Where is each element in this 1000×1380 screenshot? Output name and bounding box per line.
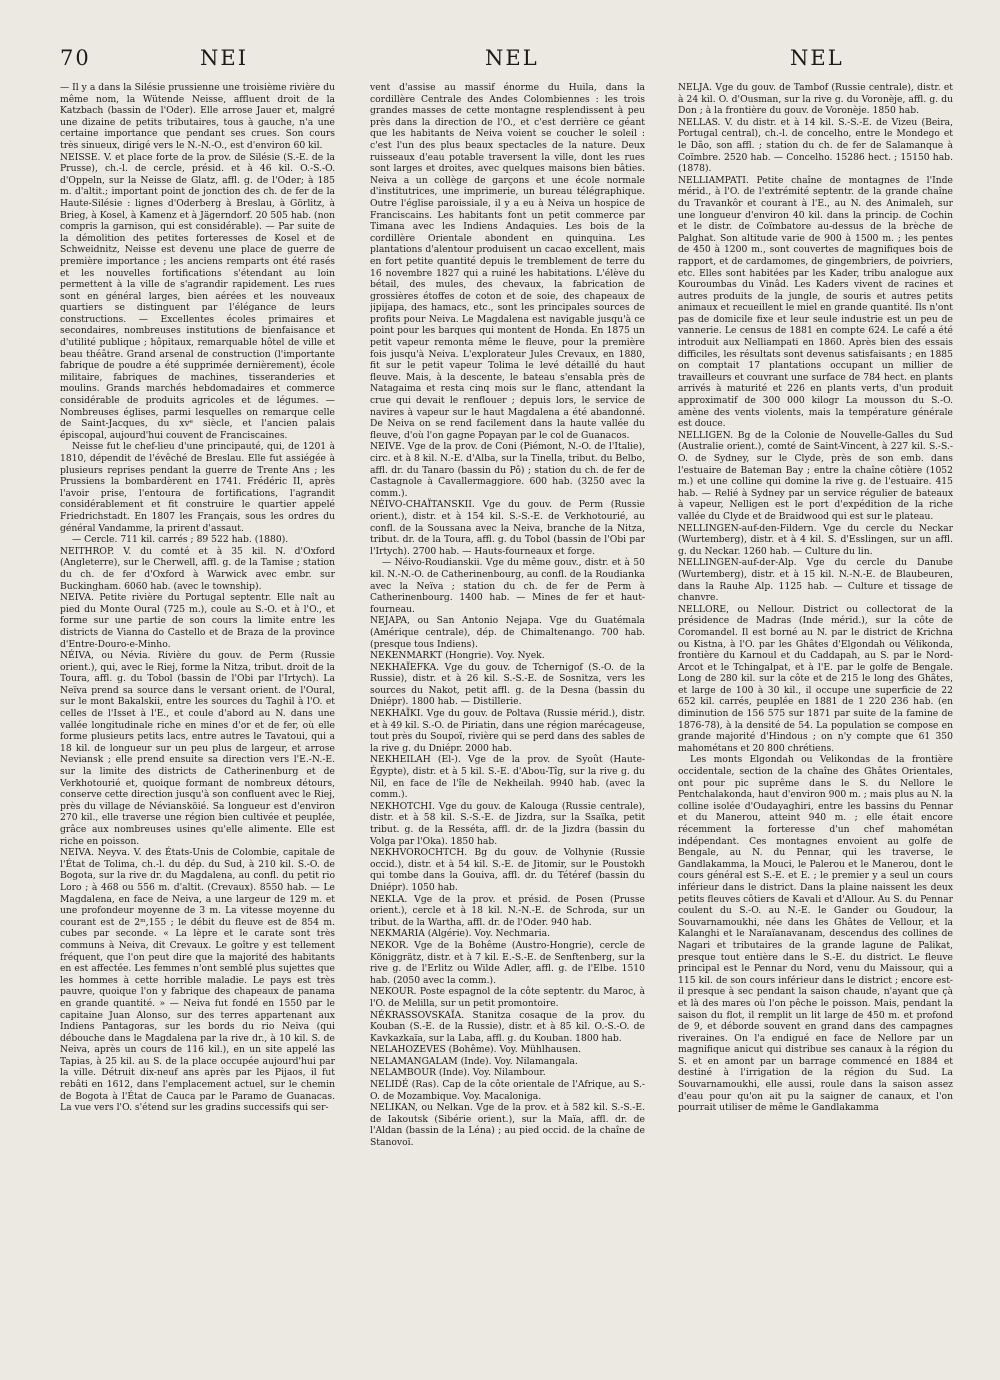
entry-nekenmarkt: NEKENMARKT (Hongrie). Voy. Nyek.: [370, 650, 545, 662]
entry-neiva-portugal: NEIVA. Petite rivière du Portugal septentr. Elle naît au pied du Monte Oural (725 m.), coule au S.-O. et à l'O., et forme sur une partie de son cours la limite entre les districts de Vianna do Castello et de Braza de la province d'Entre-Douro-e-Minho.: [60, 592, 335, 650]
text-column-left: [60, 82, 335, 1342]
entry-nekhaiki: NEKHAÏKI. Vge du gouv. de Poltava (Russie mérid.), distr. et à 49 kil. S.-O. de Piriatin, dans une région marécageuse, tout près du Soupoï, rivière qui se perd dans des sables de la rive g. du Dniépr. 2000 hab.: [370, 708, 645, 754]
entry-neisse: NEISSE. V. et place forte de la prov. de Silésie (S.-E. de la Prusse), ch.-l. de cercle, présid. et à 46 kil. O.-S.-O. d'Oppeln, sur la Neisse de Glatz, affl. g. de l'Oder; à 185 m. d'altit.; important point de jonction des ch. de fer de la Haute-Silésie : lignes d'Oderberg à Breslau, à Görlitz, à Brieg, à Kosel, à Kamenz et à Jägerndorf. 20 505 hab. (non compris la garnison, qui est considérable). — Par suite de la démolition des petites forteresses de Kosel et de Schweidnitz, Neisse est devenu une place de guerre de première importance ; les anciens remparts ont été rasés et les nouvelles fortifications s'étendant au loin permettent à la ville de s'agrandir rapidement. Les rues sont en général larges, bien aérées et les nouveaux quartiers se distinguent par l'élégance de leurs constructions. — Excellentes écoles primaires et secondaires, nombreuses institutions de bienfaisance et d'utilité publique ; hôpitaux, remarquable hôtel de ville et beau théâtre. Grand arsenal de construction (l'importante fabrique de poudre a été supprimée dernièrement), école militaire, fabriques de machines, tisseranderies et moulins. Grands marchés hebdomadaires et commerce considérable de produits agricoles et de légumes. — Nombreuses églises, parmi lesquelles on remarque celle de Saint-Jacques, du xvᵉ siècle, et l'ancien palais épiscopal, aujourd'hui couvent de Franciscaines.: [60, 151, 335, 441]
entry-nelliampati: NELLIAMPATI. Petite chaîne de montagnes de l'Inde mérid., à l'O. de l'extrémité septentr. de la grande chaîne du Travankôr et courant à l'E., au N. des Animaleh, sur une longueur d'environ 40 kil. dans la princip. de Cochin et le distr. de Coïmbatore au-dessus de la brèche de Palghat. Son altitude varie de 900 à 1500 m. ; les pentes de 450 à 1200 m., sont couvertes de magnifiques bois de rapport, et de cardamomes, de gingembriers, de poivriers, etc. Elles sont habitées par les Kader, tribu analogue aux Kouroumbas du Vinâd. Les Kaders vivent de racines et autres produits de la jungle, de souris et autres petits animaux et recueillent le miel en grande quantité. Ils n'ont pas de domicile fixe et leur seule industrie est un peu de vannerie. Le census de 1881 en compte 624. Le café a été introduit aux Nelliampati en 1860. Après bien des essais difficiles, les résultats sont devenus satisfaisants ; en 1885 on comptait 17 plantations occupant un millier de travailleurs et couvrant une surface de 784 hect. en plants arrivés à maturité et 226 en plants verts, d'un produit approximatif de 300 000 kilogr La mousson du S.-O. amène des vents violents, mais la température générale est douce.: [678, 174, 953, 430]
entry-nellingen-alp: NELLINGEN-auf-der-Alp. Vge du cercle du Danube (Wurtemberg), distr. et à 15 kil. N.-N.-E. de Blaubeuren, dans la Rauhe Alp. 1125 hab. — Culture et tissage de chanvre.: [678, 557, 953, 604]
entry-nekhvorochtch: NEKHVOROCHTCH. Bg du gouv. de Volhynie (Russie occid.), distr. et à 54 kil. S.-E. de Jitomir, sur le Poustokh qui tombe dans la Gouiva, affl. dr. du Tétéref (bassin du Dniépr). 1050 hab.: [370, 847, 645, 893]
entry-nelligen: NELLIGEN. Bg de la Colonie de Nouvelle-Galles du Sud (Australie orient.), comté de Saint-Vincent, à 227 kil. S.-S.-O. de Sydney, sur le Clyde, près de son emb. dans l'estuaire de Bateman Bay ; entre la chaîne côtière (1052 m.) et une colline qui domine la rive g. de l'estuaire. 415 hab. — Relié à Sydney par un service régulier de bateaux à vapeur, Nelligen est le port d'expédition de la riche vallée du Clyde et de Braidwood qui est sur le plateau.: [678, 429, 953, 522]
paragraph: Neisse fut le chef-lieu d'une principauté, qui, de 1201 à 1810, dépendit de l'évêché de Breslau. Elle fut assiégée à plusieurs reprises pendant la guerre de Trente Ans ; les Prussiens la bombardèrent en 1741. Frédéric II, après l'avoir prise, l'entoura de fortifications, l'agrandit considérablement et fit construire le quartier appelé Friedrichstadt. En 1807 les Français, sous les ordres du général Vandamme, la prirent d'assaut.: [60, 441, 335, 534]
running-head-left: NEI: [200, 46, 248, 70]
entry-neiva-colombia: NEIVA. Neyva. V. des États-Unis de Colombie, capitale de l'État de Tolima, ch.-l. du dép. du Sud, à 210 kil. S.-O. de Bogota, sur la rive dr. du Magdalena, au confl. du petit rio Loro ; à 468 ou 556 m. d'altit. (Crevaux). 8550 hab. — Le Magdalena, en face de Neiva, a une largeur de 129 m. et une profondeur moyenne de 3 m. La vitesse moyenne du courant est de 2ᵐ,155 ; le débit du fleuve est de 854 m. cubes par seconde. « La lèpre et le carate sont très communs à Neiva, dit Crevaux. Le goître y est tellement fréquent, que l'on peut dire que la majorité des habitants en est affectée. Les femmes n'ont semblé plus sujettes que les hommes à cette horrible maladie. Le pays est très pauvre, quoique l'on y fabrique des chapeaux de panama en grande quantité. » — Neiva fut fondé en 1550 par le capitaine Juan Alonso, sur des terres appartenant aux Indiens Pantagoras, sur les bords du rio Neiva (qui débouche dans le Magdalena par la rive dr., à 10 kil. S. de Neiva, après un cours de 116 kil.), en un site appelé las Tapias, à 25 kil. au S. de la place occupée aujourd'hui par la ville. Détruit dix-neuf ans après par les Pijaos, il fut rebâti en 1612, dans l'emplacement actuel, sur le chemin de Bogota à l'État de Cauca par le Paramo de Guanacas. La vue vers l'O. s'étend sur les gradins successifs qui ser-: [60, 847, 335, 1114]
paragraph: — Cercle. 711 kil. carrés ; 89 522 hab. (1880).: [72, 534, 289, 546]
paragraph: Les monts Elgondah ou Velikondas de la frontière occidentale, section de la chaîne des Ghâtes Orientales, ont pour pic suprême dans le S. du Nellore le Pentchalakonda, haut d'environ 900 m. ; mais plus au N. la colline isolée d'Oudayaghiri, entre les bassins du Pennar et du Manerou, atteint 940 m. ; elle était encore récemment la forteresse d'un chef mahométan indépendant. Ces montagnes envoient au golfe de Bengale, au N. du Pennar, qui les traverse, le Gandlakamma, la Mouci, le Palerou et le Manerou, dont le cours général est S.-E. et E. ; le premier y a seul un cours inférieur dans le district. Dans la plaine naissent les deux petits fleuves côtiers de Kavali et d'Allour. Au S. du Pennar coulent du S.-O. au N.-E. le Gander ou Goudour, la Souvarnamoukhi, née dans les Ghâtes de Vellour, et la Kalanghi et le Naraïanavanam, descendus des collines de Nagari et tributaires de la grande lagune de Palikat, presque tout entière dans le S.-E. du district. Le fleuve principal est le Pennar du Nord, venu du Maissour, qui a 115 kil. de son cours inférieur dans le district ; encore est-il presque à sec pendant la saison chaude, n'ayant que çà et là des mares où l'on pêche le poisson. Mais, pendant la saison du flot, il remplit un lit large de 450 m. et profond de 9, et déborde souvent en grand dans des campagnes riveraines. On l'a endigué en face de Nellore par un magnifique anicut qui distribue ses canaux à la région du S. et en amont par un barrage commencé en 1884 et destiné à l'irrigation de la région du Sud. La Souvarnamoukhi, elle aussi, roule dans la saison assez d'eau pour qu'on ait pu la saigner de canaux, et l'on pourrait utiliser de même le Gandlakamma: [678, 754, 953, 1114]
entry-nekour: NEKOUR. Poste espagnol de la côte septentr. du Maroc, à l'O. de Melilla, sur un petit promontoire.: [370, 986, 645, 1009]
entry-nekrassovskaia: NÉKRASSOVSKAÏA. Stanitza cosaque de la prov. du Kouban (S.-E. de la Russie), distr. et à 85 kil. O.-S.-O. de Kavkazkaïa, sur la Laba, affl. g. du Kouban. 1800 hab.: [370, 1009, 645, 1044]
entry-nellas: NELLAS. V. du distr. et à 14 kil. S.-S.-E. de Vizeu (Beira, Portugal central), ch.-l. de concelho, entre le Mondego et le Dão, son affl. ; station du ch. de fer de Salamanque à Coïmbre. 2520 hab. — Concelho. 15286 hect. ; 15150 hab. (1878).: [678, 116, 953, 175]
entry-nekhaiefka: NEKHAÏEFKA. Vge du gouv. de Tchernigof (S.-O. de la Russie), distr. et à 26 kil. S.-S.-E. de Sosnitza, vers les sources du Nakot, petit affl. g. de la Desna (bassin du Dniépr). 1800 hab. — Distillerie.: [370, 661, 645, 708]
text-column-middle: [370, 82, 645, 1342]
entry-nelja: NELJA. Vge du gouv. de Tambof (Russie centrale), distr. et à 24 kil. O. d'Ousman, sur la rive g. du Voronèje, affl. g. du Don ; à la frontière du gouv. de Voronèje. 1850 hab.: [678, 82, 953, 117]
paragraph: vent d'assise au massif énorme du Huila, dans la cordillère Centrale des Andes Colombiennes : les trois grandes masses de cette montagne resplendissent à peu près dans la direction de l'O., et c'est derrière ce géant que les habitants de Neiva voient se coucher le soleil : c'est l'un des plus beaux spectacles de la nature. Deux ruisseaux d'eau potable traversent la ville, dont les rues sont larges et droites, avec quelques maisons bien bâties. Neiva a un collège de garçons et une école normale d'institutrices, une imprimerie, un bureau télégraphique. Outre l'église paroissiale, il y a eu à Neiva un hospice de Franciscains. Les habitants font un petit commerce par Timana avec les Indiens Andaquies. Les bois de la cordillère Orientale abondent en quinquina. Les plantations d'alentour produisent un cacao excellent, mais en fort petite quantité depuis le tremblement de terre du 16 novembre 1827 qui a ruiné les habitations. L'élève du bétail, des mules, des chevaux, la fabrication de grossières étoffes de coton et de soie, des chapeaux de jipijapa, des hamacs, etc., sont les principales sources de profits pour Neiva. Le Magdalena est navigable jusqu'à ce point pour les barques qui montent de Honda. En 1875 un petit vapeur remonta même le fleuve, pour la première fois jusqu'à Neiva. L'explorateur Jules Crevaux, en 1880, fit sur le petit vapeur Tolima le levé détaillé du haut fleuve. Mais, à la descente, le bateau s'ensabla près de Natagaima et resta cinq mois sur le flanc, attendant la crue qui devait le renflouer ; depuis lors, le service de navires à vapeur sur le haut Magdalena a été abandonné. De Neiva on se rend facilement dans la haute vallée du fleuve, d'où l'on gagne Popayan par le col de Guanacos.: [370, 82, 645, 441]
entry-nekmaria: NEKMARIA (Algérie). Voy. Nechmaria.: [370, 928, 551, 940]
entry-nellore: NELLORE, ou Nellour. District ou collectorat de la présidence de Madras (Inde mérid.), sur la côte de Coromandel. Il est borné au N. par le district de Krichna ou Kistna, à l'O. par les Ghâtes d'Elgondah ou Vélikonda, frontière du Karnoul et du Caddapah, au S. par le Nord-Arcot et le Tchingalpat, et à l'E. par le golfe de Bengale. Long de 280 kil. sur la côte et de 215 le long des Ghâtes, et large de 100 à 30 kil., il occupe une superficie de 22 652 kil. carrés, peuplée en 1881 de 1 220 236 hab. (en diminution de 156 575 sur 1871 par suite de la famine de 1876-78), à la densité de 54. La population se compose en grande majorité d'Hindous ; on n'y compte que 61 350 mahométans et 20 800 chrétiens.: [678, 603, 953, 754]
entry-neiva-russia: NÉIVA, ou Névia. Rivière du gouv. de Perm (Russie orient.), qui, avec le Riej, forme la Nitza, tribut. droit de la Toura, affl. g. du Tobol (bassin de l'Obi par l'Irtych). La Neïva prend sa source dans le versant orient. de l'Oural, sur le mont Bakalskii, entre les sources du Taghil à l'O. et celles de l'Isset à l'E., et coule d'abord au N. dans une vallée longitudinale riche en mines d'or et de fer, où elle forme plusieurs petits lacs, entre autres le Tavatoui, qui a 18 kil. de longueur sur un peu plus de largeur, et arrose Neviansk ; elle prend ensuite sa direction vers l'E.-N.-E. sur la limite des districts de Catherinenburg et de Verkhotourié et, quoique formant de nombreux détours, conserve cette direction jusqu'à son confluent avec le Riej, près du village de Néviansköié. Sa longueur est d'environ 270 kil., elle traverse une région bien cultivée et peuplée, grâce aux nombreuses usines qu'elle alimente. Elle est riche en poisson.: [60, 650, 335, 847]
entry-nelikan: NELIKAN, ou Nelkan. Vge de la prov. et à 582 kil. S.-S.-E. de Iakoutsk (Sibérie orient.), sur la Maïa, affl. dr. de l'Aldan (bassin de la Léna) ; au pied occid. de la chaîne de Stanovoï.: [370, 1102, 645, 1149]
entry-nellingen-fildern: NELLINGEN-auf-den-Fildern. Vge du cercle du Neckar (Wurtemberg), distr. et à 4 kil. S. d'Esslingen, sur un affl. g. du Neckar. 1260 hab. — Culture du lin.: [678, 522, 953, 557]
entry-nejapa: NEJAPA, ou San Antonio Nejapa. Vge du Guatémala (Amérique centrale), dép. de Chimaltenango. 700 hab. (presque tous Indiens).: [370, 615, 645, 650]
entry-nelamangalam: NELAMANGALAM (Inde). Voy. Nilamangala.: [370, 1055, 578, 1067]
entry-nekor: NEKOR. Vge de la Bohême (Austro-Hongrie), cercle de Königgrätz, distr. et à 7 kil. E.-S.-E. de Senftenberg, sur la rive g. de l'Erlitz ou Wilde Adler, affl. g. de l'Elbe. 1510 hab. (2050 avec la comm.).: [370, 939, 645, 986]
running-head-right: NEL: [790, 46, 844, 70]
entry-nelahozeves: NELAHOZEVES (Bohême). Voy. Mühlhausen.: [370, 1044, 582, 1056]
entry-nelambour: NELAMBOUR (Inde). Voy. Nilambour.: [370, 1067, 546, 1079]
paragraph: — Néivo-Roudianskii. Vge du même gouv., distr. et à 50 kil. N.-N.-O. de Catherinenbourg, au confl. de la Roudianka avec la Neïva ; station du ch. de fer de Perm à Catherinenbourg. 1400 hab. — Mines de fer et haut-fourneau.: [370, 557, 645, 615]
entry-nelide: NELIDÉ (Ras). Cap de la côte orientale de l'Afrique, au S.-O. de Mozambique. Voy. Macaloniga.: [370, 1079, 645, 1102]
page-number: 70: [60, 46, 91, 70]
entry-neivo-chaitanskii: NÉIVO-CHAÏTANSKII. Vge du gouv. de Perm (Russie orient.), distr. et à 154 kil. S.-S.-E. de Verkhotourié, au confl. de la Soussana avec la Neiva, branche de la Nitza, tribut. dr. de la Toura, affl. g. du Tobol (bassin de l'Obi par l'Irtych). 2700 hab. — Hauts-fourneaux et forge.: [370, 499, 645, 557]
entry-nekhotchi: NEKHOTCHI. Vge du gouv. de Kalouga (Russie centrale), distr. et à 58 kil. S.-S.-E. de Jizdra, sur la Ssaïka, petit tribut. g. de la Resséta, affl. dr. de la Jizdra (bassin du Volga par l'Oka). 1850 hab.: [370, 800, 645, 847]
entry-nekla: NEKLA. Vge de la prov. et présid. de Posen (Prusse orient.), cercle et à 18 kil. N.-N.-E. de Schroda, sur un tribut. de la Wartha, affl. dr. de l'Oder. 940 hab.: [370, 893, 645, 928]
entry-neive: NEIVE. Vge de la prov. de Coni (Piémont, N.-O. de l'Italie), circ. et à 8 kil. N.-E. d'Alba, sur la Tinella, tribut. du Belbo, affl. dr. du Tanaro (bassin du Pô) ; station du ch. de fer de Castagnole à Cavallermaggiore. 600 hab. (3250 avec la comm.).: [370, 441, 645, 499]
running-head-center: NEL: [485, 46, 539, 70]
text-column-right: [678, 82, 953, 1342]
entry-neithrop: NEITHROP. V. du comté et à 35 kil. N. d'Oxford (Angleterre), sur le Cherwell, affl. g. de la Tamise ; station du ch. de fer d'Oxford à Warwick avec embr. sur Buckingham. 6060 hab. (avec le township).: [60, 545, 335, 592]
paragraph: — Il y a dans la Silésie prussienne une troisième rivière du même nom, la Wütende Neisse, affluent droit de la Katzbach (bassin de l'Oder). Elle arrose Jauer et, malgré une dizaine de petits tributaires, tous à gauche, n'a une certaine importance que pendant ses crues. Son cours très sinueux, dirigé vers le N.-N.-O., est d'environ 60 kil.: [60, 82, 335, 151]
entry-nekheilah: NEKHEILAH (El-). Vge de la prov. de Syoût (Haute-Égypte), distr. et à 5 kil. S.-E. d'Abou-Tîg, sur la rive g. du Nil, en face de l'île de Nekheilah. 9940 hab. (avec la comm.).: [370, 754, 645, 801]
